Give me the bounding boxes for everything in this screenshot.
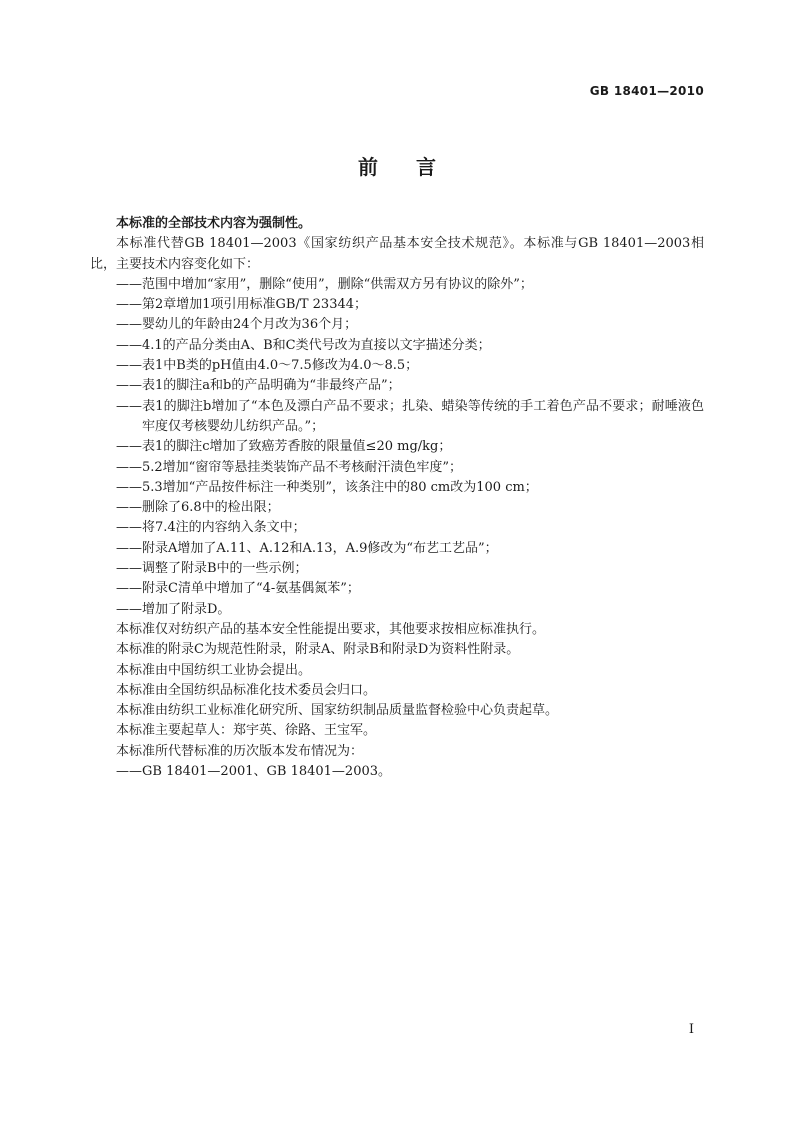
list-item: ——范围中增加“家用”，删除“使用”，删除“供需双方另有协议的除外”； xyxy=(116,276,533,292)
paragraph-history-intro: 本标准所代替标准的历次版本发布情况为： xyxy=(116,743,364,759)
list-item: ——附录C清单中增加了“4-氨基偶氮苯”； xyxy=(116,581,360,597)
list-item: ——表1的脚注c增加了致癌芳香胺的限量值≤20 mg/kg； xyxy=(116,439,452,455)
document-body xyxy=(90,214,704,782)
paragraph-mandatory: 本标准的全部技术内容为强制性。 xyxy=(116,216,312,231)
list-item: ——将7.4注的内容纳入条文中； xyxy=(116,520,306,536)
list-item: ——5.3增加“产品按件标注一种类别”，该条注中的80 cm改为100 cm； xyxy=(116,479,538,495)
list-item: ——第2章增加1项引用标准GB/T 23344； xyxy=(116,297,368,313)
list-item: ——表1的脚注a和b的产品明确为“非最终产品”； xyxy=(116,378,401,394)
paragraph-annexes: 本标准的附录C为规范性附录，附录A、附录B和附录D为资料性附录。 xyxy=(116,642,520,658)
list-item: ——婴幼儿的年龄由24个月改为36个月； xyxy=(116,317,358,333)
paragraph-committee: 本标准由全国纺织品标准化技术委员会归口。 xyxy=(116,682,377,698)
list-item: ——删除了6.8中的检出限； xyxy=(116,500,280,516)
list-item: ——表1中B类的pH值由4.0～7.5修改为4.0～8.5； xyxy=(116,358,419,374)
paragraph-replaces: 本标准代替GB 18401—2003《国家纺织产品基本安全技术规范》。本标准与GB 18401—2003相比，主要技术内容变化如下： xyxy=(90,236,704,272)
list-item: ——表1的脚注b增加了“本色及漂白产品不要求；扎染、蜡染等传统的手工着色产品不要求；耐唾液色牢度仅考核婴幼儿纺织产品。”； xyxy=(116,398,704,434)
paragraph-scope: 本标准仅对纺织产品的基本安全性能提出要求，其他要求按相应标准执行。 xyxy=(116,621,546,637)
page-number: I xyxy=(688,1022,694,1037)
paragraph-proposer: 本标准由中国纺织工业协会提出。 xyxy=(116,662,312,678)
paragraph-drafters: 本标准主要起草人：郑宇英、徐路、王宝军。 xyxy=(116,723,377,739)
page-title: 前言 xyxy=(358,155,474,179)
list-item: ——4.1的产品分类由A、B和C类代号改为直接以文字描述分类； xyxy=(116,337,491,353)
list-item: ——增加了附录D。 xyxy=(116,601,231,617)
paragraph-drafting-units: 本标准由纺织工业标准化研究所、国家纺织制品质量监督检验中心负责起草。 xyxy=(116,703,559,719)
list-item: ——附录A增加了A.11、A.12和A.13，A.9修改为“布艺工艺品”； xyxy=(116,540,498,556)
list-item: ——调整了附录B中的一些示例； xyxy=(116,561,308,577)
standard-code: GB 18401—2010 xyxy=(589,84,704,98)
history-item: ——GB 18401—2001、GB 18401—2003。 xyxy=(116,764,392,780)
list-item: ——5.2增加“窗帘等悬挂类装饰产品不考核耐汗渍色牢度”； xyxy=(116,459,462,475)
